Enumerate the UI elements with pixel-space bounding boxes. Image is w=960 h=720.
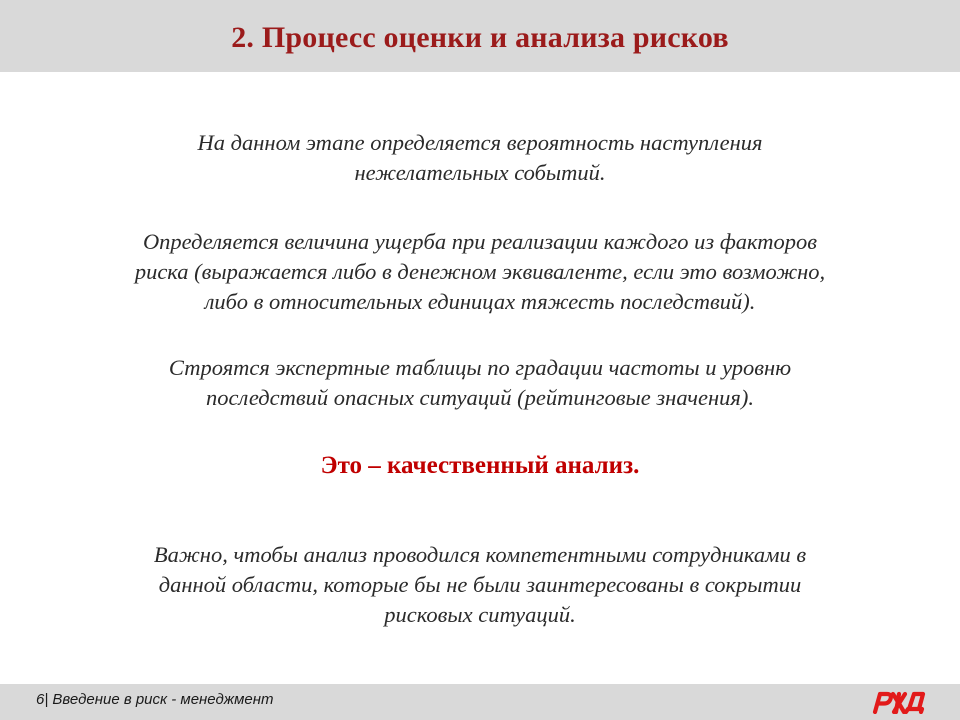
slide-title: 2. Процесс оценки и анализа рисков [231, 21, 729, 54]
paragraph-competence: Важно, чтобы анализ проводился компетентными сотрудниками в данной области, которые бы не были заинтересованы в сокрытии рисковых ситуаций. [153, 542, 807, 627]
rzd-logo-icon [868, 688, 930, 714]
paragraph-damage: Определяется величина ущерба при реализации каждого из факторов риска (выражается либо в денежном эквиваленте, если это возможно, либо в относительных единицах тяжесть последствий). [134, 229, 826, 314]
footer-caption: 6| Введение в риск - менеджмент [36, 691, 274, 708]
paragraph-expert-tables: Строятся экспертные таблицы по градации частоты и уровню последствий опасных ситуаций (рейтинговые значения). [168, 355, 792, 410]
paragraph-probability: На данном этапе определяется вероятность наступления нежелательных событий. [197, 130, 763, 185]
qualitative-analysis-highlight: Это – качественный анализ. [320, 452, 640, 479]
